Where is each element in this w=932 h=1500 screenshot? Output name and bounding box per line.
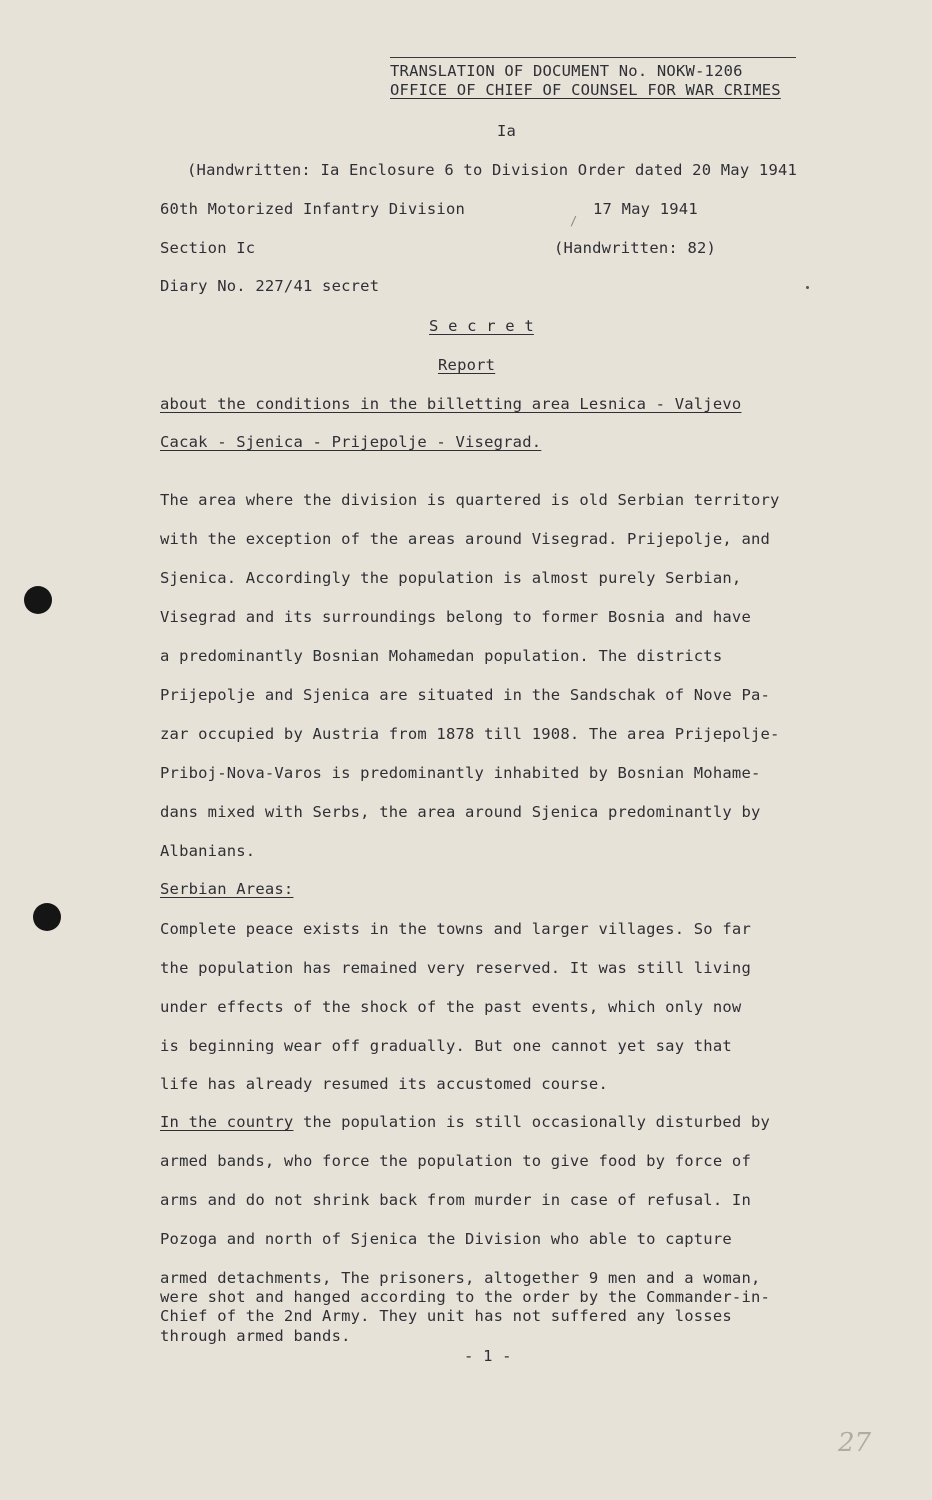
- paragraph-line: Albanians.: [160, 842, 256, 860]
- header-rule: [390, 57, 796, 58]
- paragraph-line: Pozoga and north of Sjenica the Division who able to capture: [160, 1230, 732, 1248]
- section-label: Section Ic: [160, 239, 256, 257]
- handwritten-number: (Handwritten: 82): [554, 239, 717, 257]
- paragraph-line: is beginning wear off gradually. But one cannot yet say that: [160, 1037, 732, 1055]
- paragraph-line: the population has remained very reserved. It was still living: [160, 959, 751, 977]
- speck: [806, 286, 809, 289]
- country-lead: In the country: [160, 1113, 294, 1131]
- punch-hole: [33, 903, 61, 931]
- paragraph-line: The area where the division is quartered is old Serbian territory: [160, 491, 780, 509]
- paragraph-line: Prijepolje and Sjenica are situated in the Sandschak of Nove Pa-: [160, 686, 771, 704]
- pencil-note: 27: [838, 1428, 872, 1458]
- paragraph-line: arms and do not shrink back from murder in case of refusal. In: [160, 1191, 751, 1209]
- paragraph-line: a predominantly Bosnian Mohamedan population. The districts: [160, 647, 723, 665]
- report-title: Report: [438, 356, 496, 374]
- section-mark: Ia: [497, 122, 517, 140]
- punch-hole: [24, 586, 52, 614]
- paragraph-line: were shot and hanged according to the order by the Commander-in-: [160, 1288, 771, 1306]
- paragraph-line-rest: the population is still occasionally disturbed by: [293, 1113, 771, 1131]
- subject-line-1: about the conditions in the billetting area Lesnica - Valjevo: [160, 395, 742, 413]
- paragraph-line: dans mixed with Serbs, the area around Sjenica predominantly by: [160, 803, 761, 821]
- enclosure-line: (Handwritten: Ia Enclosure 6 to Division Order dated 20 May 1941: [187, 161, 798, 179]
- paragraph-line: [160, 1113, 770, 1131]
- serbian-areas-heading: Serbian Areas:: [160, 880, 294, 898]
- paragraph-line: life has already resumed its accustomed course.: [160, 1075, 608, 1093]
- paragraph-line: Visegrad and its surroundings belong to former Bosnia and have: [160, 608, 751, 626]
- paragraph-line: through armed bands.: [160, 1327, 351, 1345]
- paragraph-line: Sjenica. Accordingly the population is almost purely Serbian,: [160, 569, 742, 587]
- paragraph-line: with the exception of the areas around Visegrad. Prijepolje, and: [160, 530, 771, 548]
- classification: S e c r e t: [429, 317, 534, 335]
- subject-line-2: Cacak - Sjenica - Prijepolje - Visegrad.: [160, 433, 542, 451]
- diary-number: Diary No. 227/41 secret: [160, 277, 380, 295]
- document-date: 17 May 1941: [593, 200, 698, 218]
- header-line-1: TRANSLATION OF DOCUMENT No. NOKW-1206: [390, 62, 743, 80]
- page-number: - 1 -: [464, 1347, 512, 1365]
- paragraph-line: Complete peace exists in the towns and larger villages. So far: [160, 920, 751, 938]
- paragraph-line: armed detachments, The prisoners, altogether 9 men and a woman,: [160, 1269, 761, 1287]
- paragraph-line: zar occupied by Austria from 1878 till 1908. The area Prijepolje-: [160, 725, 780, 743]
- paragraph-line: armed bands, who force the population to give food by force of: [160, 1152, 751, 1170]
- header-line-2: OFFICE OF CHIEF OF COUNSEL FOR WAR CRIMES: [390, 81, 781, 99]
- pencil-tick: /: [570, 214, 578, 228]
- division-name: 60th Motorized Infantry Division: [160, 200, 466, 218]
- paragraph-line: Chief of the 2nd Army. They unit has not suffered any losses: [160, 1307, 732, 1325]
- paragraph-line: under effects of the shock of the past events, which only now: [160, 998, 742, 1016]
- paragraph-line: Priboj-Nova-Varos is predominantly inhabited by Bosnian Mohame-: [160, 764, 761, 782]
